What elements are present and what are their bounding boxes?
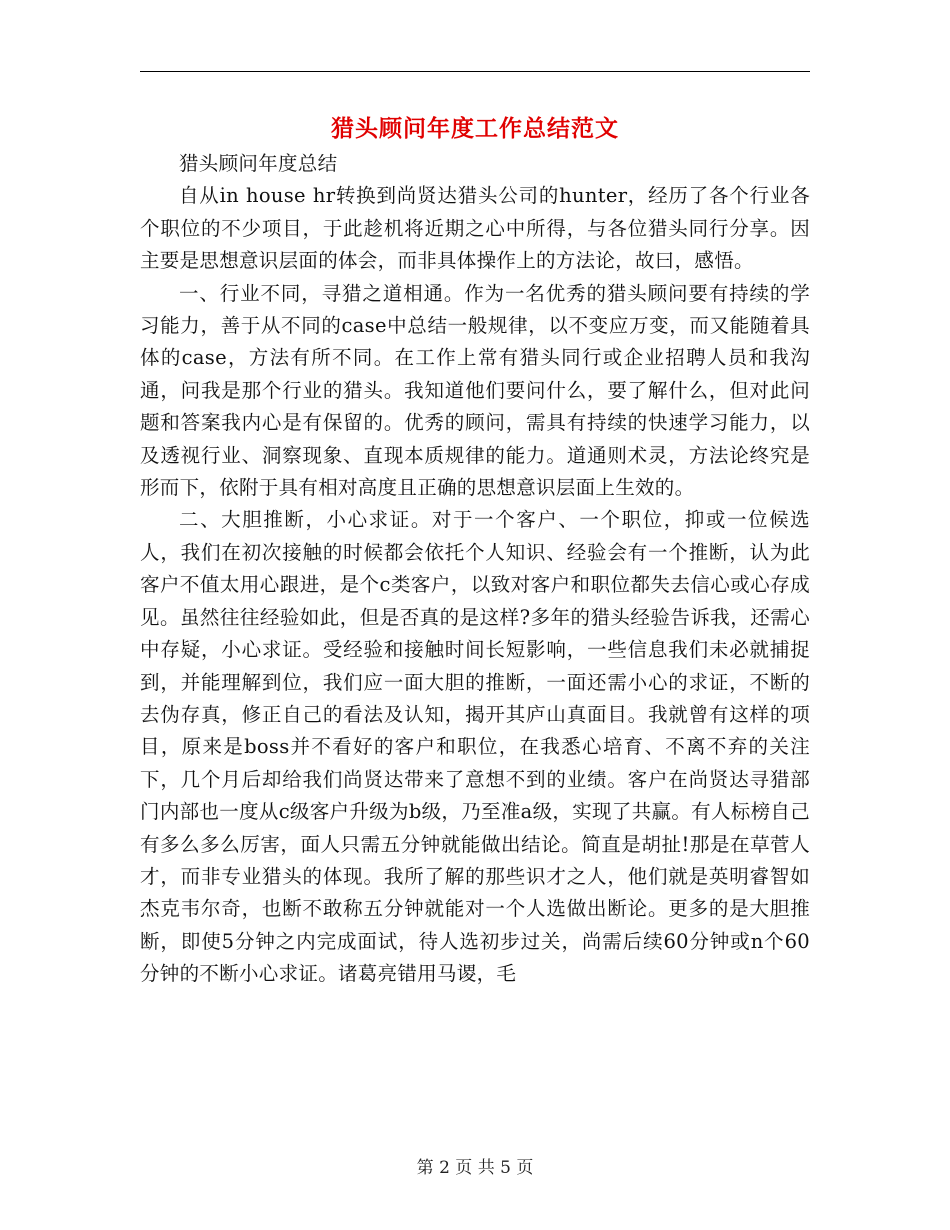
paragraph-section-2: 二、大胆推断，小心求证。对于一个客户、一个职位，抑或一位候选人，我们在初次接触的时候都会依托个人知识、经验会有一个推断，认为此客户不值太用心跟进，是个c类客户，以致对客户和职位都失去信心或心存成见。虽然往往经验如此，但是否真的是这样?多年的猎头经验告诉我，还需心中存疑，小心求证。受经验和接触时间长短影响，一些信息我们未必就捕捉到，并能理解到位，我们应一面大胆的推断，一面还需小心的求证，不断的去伪存真，修正自己的看法及认知，揭开其庐山真面目。我就曾有这样的项目，原来是boss并不看好的客户和职位，在我悉心培育、不离不弃的关注下，几个月后却给我们尚贤达带来了意想不到的业绩。客户在尚贤达寻猎部门内部也一度从c级客户升级为b级，乃至准a级，实现了共赢。有人标榜自己有多么多么厉害，面人只需五分钟就能做出结论。简直是胡扯!那是在草菅人才，而非专业猎头的体现。我所了解的那些识才之人，他们就是英明睿智如杰克韦尔奇，也断不敢称五分钟就能对一个人选做出断论。更多的是大胆推断，即使5分钟之内完成面试，待人选初步过关，尚需后续60分钟或n个60分钟的不断小心求证。诸葛亮错用马谡，毛 — [140, 508, 810, 986]
paragraph-intro: 自从in house hr转换到尚贤达猎头公司的hunter，经历了各个行业各个职位的不少项目，于此趁机将近期之心中所得，与各位猎头同行分享。因主要是思想意识层面的体会，而非具体操作上的方法论，故曰，感悟。 — [140, 184, 810, 273]
paragraph-subtitle: 猎头顾问年度总结 — [179, 152, 338, 175]
document-title: 猎头顾问年度工作总结范文 — [331, 115, 619, 142]
header-rule — [140, 71, 810, 72]
paragraph-section-1: 一、行业不同，寻猎之道相通。作为一名优秀的猎头顾问要有持续的学习能力，善于从不同的case中总结一般规律，以不变应万变，而又能随着具体的case，方法有所不同。在工作上常有猎头同行或企业招聘人员和我沟通，问我是那个行业的猎头。我知道他们要问什么，要了解什么，但对此问题和答案我内心是有保留的。优秀的顾问，需具有持续的快速学习能力，以及透视行业、洞察现象、直现本质规律的能力。道通则术灵，方法论终究是形而下，依附于具有相对高度且正确的思想意识层面上生效的。 — [140, 281, 810, 500]
document-body — [140, 148, 810, 991]
page-number-footer: 第 2 页 共 5 页 — [416, 1158, 534, 1178]
